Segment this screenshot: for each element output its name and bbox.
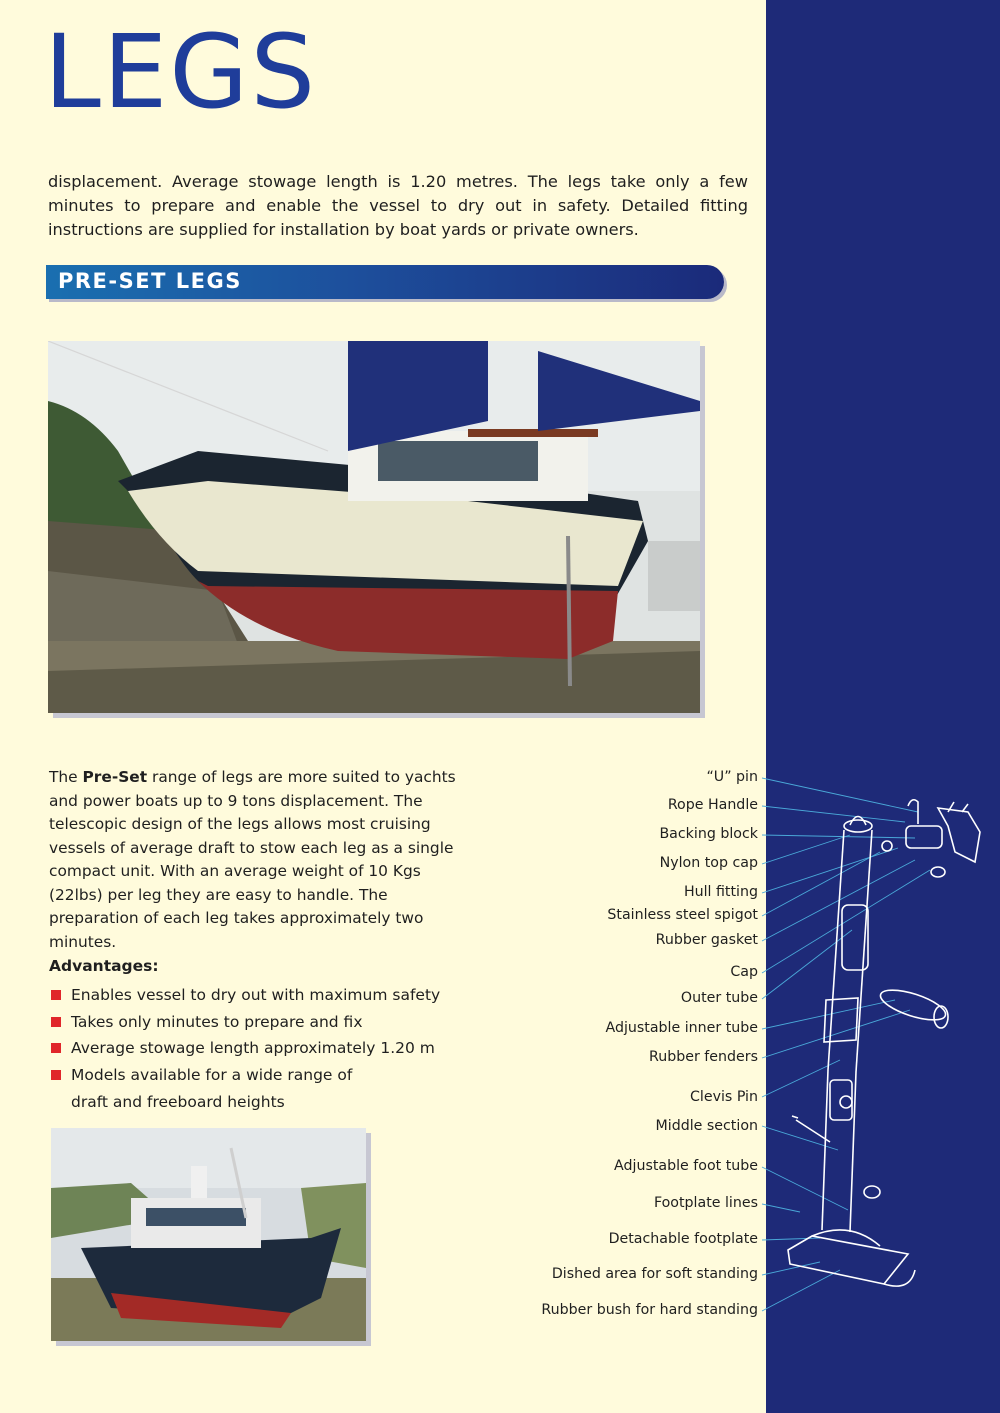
advantages-title: Advantages: xyxy=(49,957,159,975)
body-rest: range of legs are more suited to yachts and power boats up to 9 tons displacement. The telescopic design of the legs allows most cruising vessels of average draft to stow each leg as a single compact unit. With an average weight of 10 Kgs (22lbs) per leg they are easy to handle. The preparation of each leg takes approximately two minutes. xyxy=(49,768,456,951)
body-paragraph xyxy=(49,766,479,954)
list-item: Average stowage length approximately 1.20 m xyxy=(49,1035,491,1062)
bullet-square-icon xyxy=(51,990,61,1000)
part-label: Cap xyxy=(730,964,758,980)
part-label: Hull fitting xyxy=(683,884,758,900)
part-label: Stainless steel spigot xyxy=(607,907,758,923)
part-label: Detachable footplate xyxy=(608,1231,758,1247)
yacht-photo xyxy=(48,341,700,713)
brand-name: Pre-Set xyxy=(82,768,148,786)
part-label: Nylon top cap xyxy=(659,855,758,871)
part-label: Clevis Pin xyxy=(690,1089,758,1105)
part-label: Adjustable inner tube xyxy=(605,1020,758,1036)
part-label: Dished area for soft standing xyxy=(551,1266,758,1282)
page-title: LEGS xyxy=(44,13,318,132)
section-heading: PRE-SET LEGS xyxy=(58,269,242,293)
section-banner xyxy=(46,265,724,299)
part-label: Rubber gasket xyxy=(655,932,758,948)
advantages-list xyxy=(49,982,491,1116)
part-label: Footplate lines xyxy=(653,1195,758,1211)
motorboat-photo xyxy=(51,1128,366,1341)
part-label: Middle section xyxy=(655,1118,758,1134)
list-item: Enables vessel to dry out with maximum safety xyxy=(49,982,491,1009)
right-sidebar-band xyxy=(766,0,1000,1413)
part-label: “U” pin xyxy=(706,769,758,785)
part-label: Adjustable foot tube xyxy=(614,1158,758,1174)
part-label: Outer tube xyxy=(680,990,758,1006)
bullet-square-icon xyxy=(51,1070,61,1080)
part-label: Backing block xyxy=(659,826,758,842)
list-item: Models available for a wide range of draft and freeboard heights xyxy=(49,1062,381,1115)
intro-paragraph: displacement. Average stowage length is 1.20 metres. The legs take only a few minutes to prepare and enable the vessel to dry out in safety. Detailed fitting instructions are supplied for installation by boat yards or private owners. xyxy=(48,172,748,239)
part-label: Rubber bush for hard standing xyxy=(541,1302,758,1318)
part-label: Rope Handle xyxy=(667,797,758,813)
part-label: Rubber fenders xyxy=(649,1049,758,1065)
list-item: Takes only minutes to prepare and fix xyxy=(49,1009,491,1036)
bullet-square-icon xyxy=(51,1043,61,1053)
bullet-square-icon xyxy=(51,1017,61,1027)
body-lead: The xyxy=(49,768,83,786)
